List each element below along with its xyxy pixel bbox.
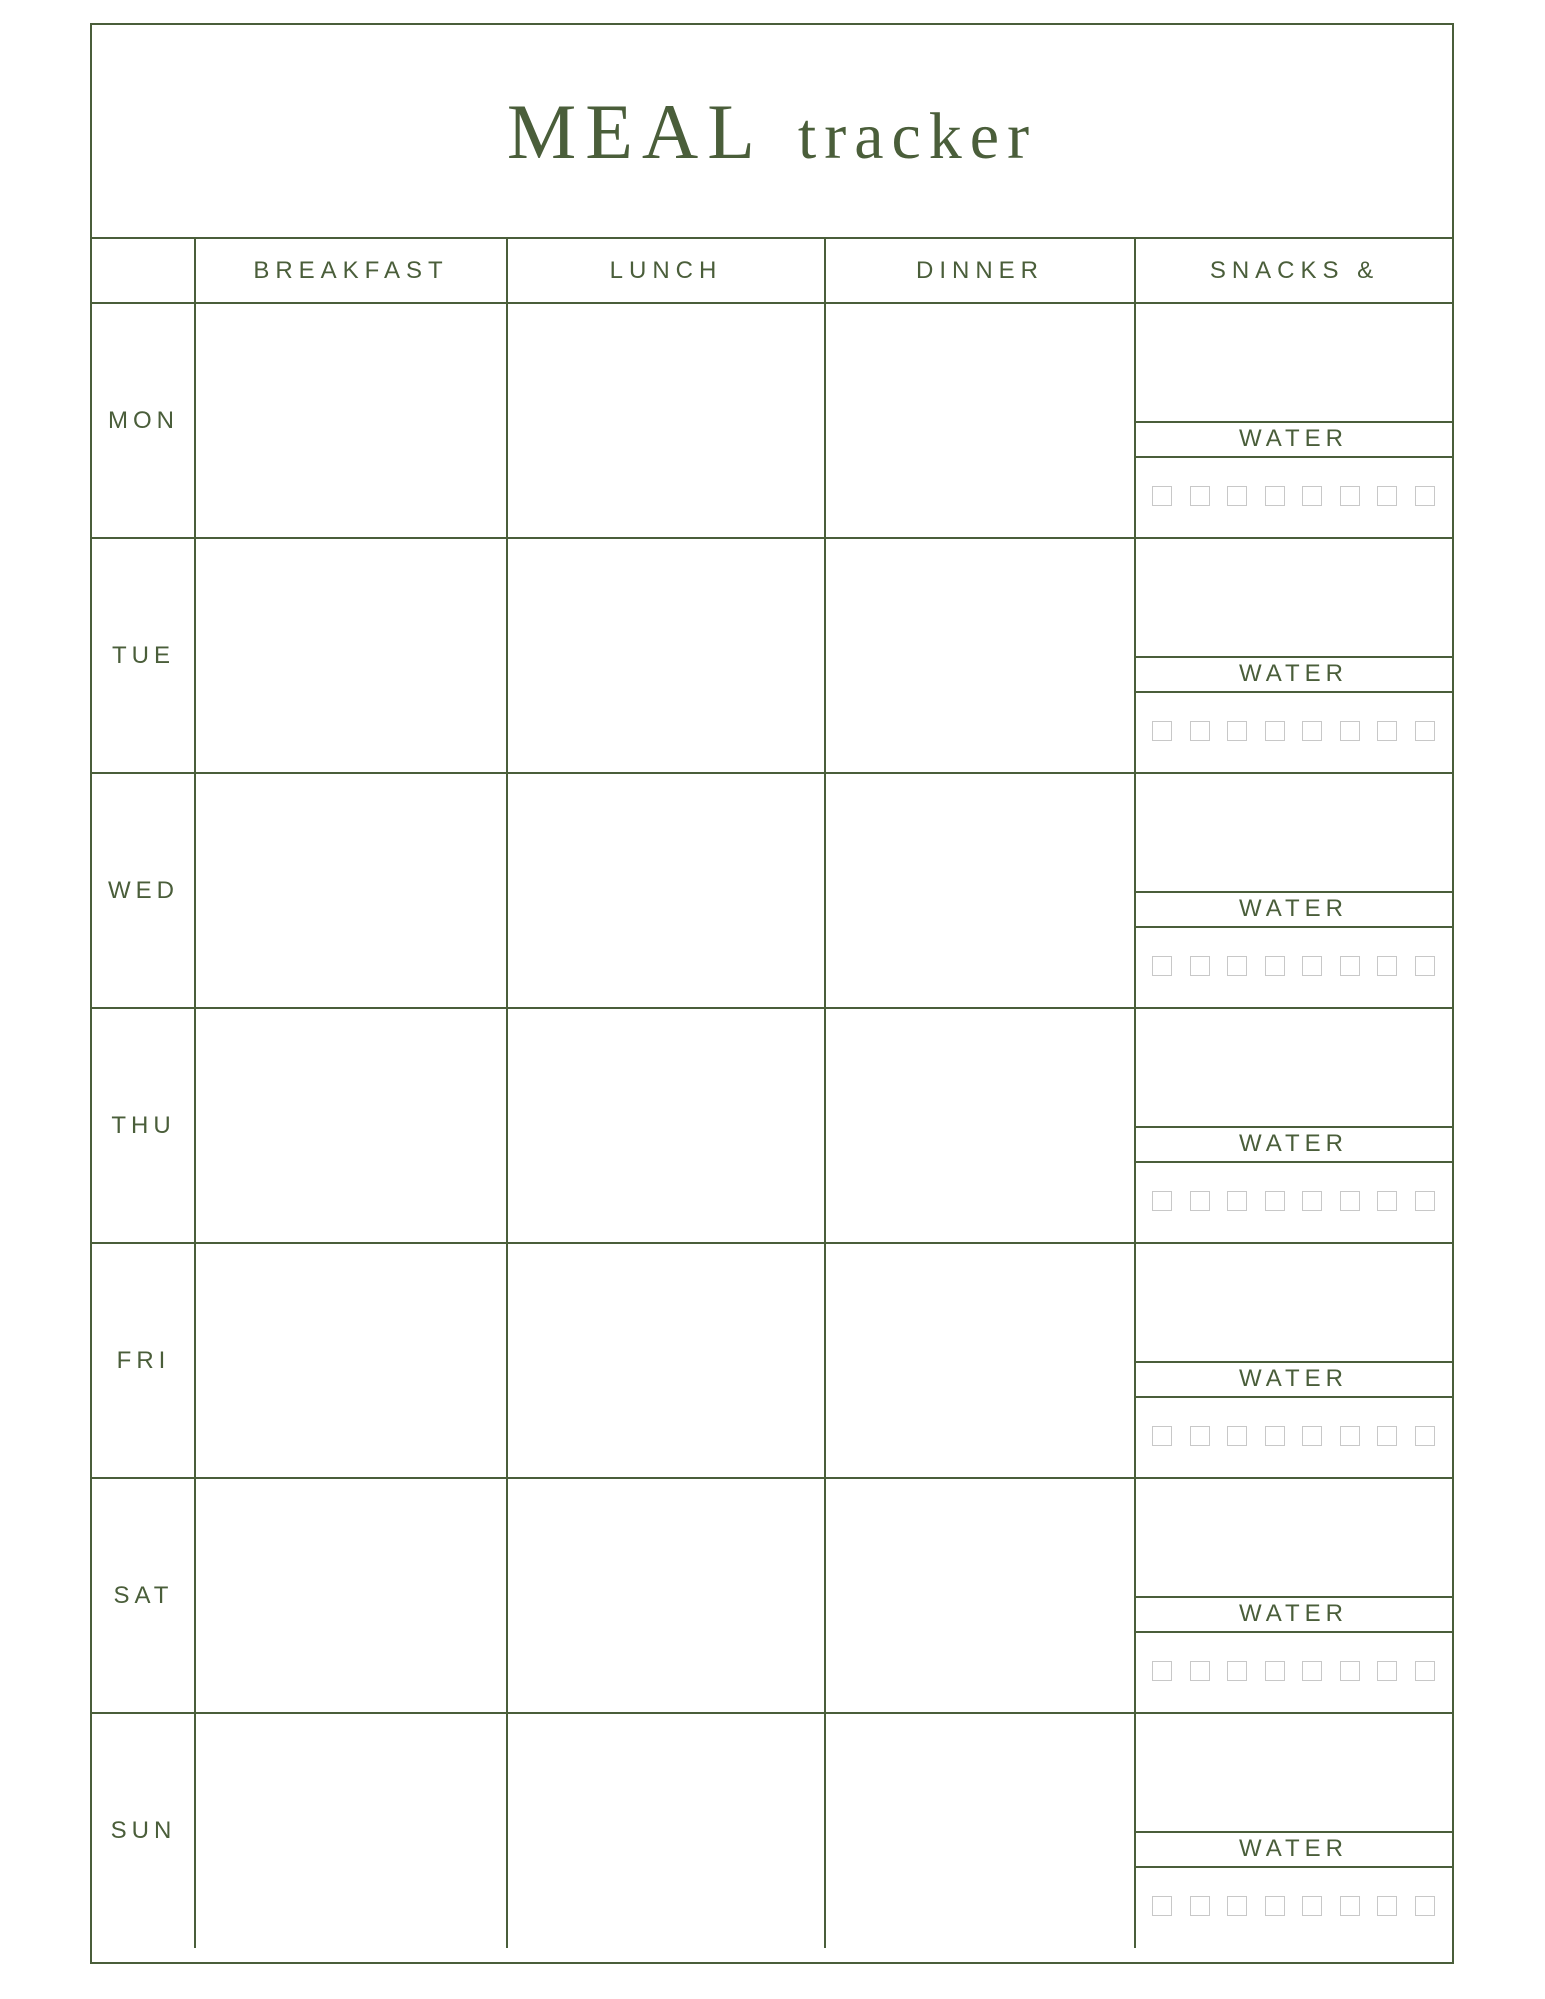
- water-divider-bottom: [1135, 1396, 1452, 1398]
- day-label-tue: TUE: [112, 641, 175, 669]
- tue-lunch-cell[interactable]: [507, 538, 825, 773]
- tue-snacks-cell[interactable]: [1135, 538, 1452, 656]
- meal-tracker-sheet: [90, 23, 1454, 1964]
- sat-water-label: WATER: [1239, 1600, 1348, 1627]
- water-divider-bottom: [1135, 1866, 1452, 1868]
- water-divider-bottom: [1135, 691, 1452, 693]
- water-glass-checkbox[interactable]: [1302, 1426, 1322, 1446]
- water-glass-checkbox[interactable]: [1377, 486, 1397, 506]
- day-label-sat: SAT: [113, 1581, 174, 1609]
- water-glass-checkbox[interactable]: [1190, 721, 1210, 741]
- thu-dinner-cell[interactable]: [825, 1008, 1135, 1243]
- water-glass-checkbox[interactable]: [1302, 1896, 1322, 1916]
- water-glass-checkbox[interactable]: [1152, 956, 1172, 976]
- wed-lunch-cell[interactable]: [507, 773, 825, 1008]
- water-glass-checkbox[interactable]: [1415, 1896, 1435, 1916]
- fri-breakfast-cell[interactable]: [195, 1243, 507, 1478]
- water-glass-checkbox[interactable]: [1340, 1191, 1360, 1211]
- water-glass-checkbox[interactable]: [1190, 1661, 1210, 1681]
- fri-dinner-cell[interactable]: [825, 1243, 1135, 1478]
- sat-lunch-cell[interactable]: [507, 1478, 825, 1713]
- water-glass-checkbox[interactable]: [1377, 721, 1397, 741]
- mon-lunch-cell[interactable]: [507, 303, 825, 538]
- sun-water-label: WATER: [1239, 1835, 1348, 1862]
- water-glass-checkbox[interactable]: [1340, 1896, 1360, 1916]
- sun-water-checkboxes: [1152, 1896, 1435, 1916]
- thu-snacks-cell[interactable]: [1135, 1008, 1452, 1126]
- water-glass-checkbox[interactable]: [1227, 1191, 1247, 1211]
- water-glass-checkbox[interactable]: [1340, 721, 1360, 741]
- mon-dinner-cell[interactable]: [825, 303, 1135, 538]
- water-glass-checkbox[interactable]: [1265, 1661, 1285, 1681]
- water-glass-checkbox[interactable]: [1340, 956, 1360, 976]
- wed-breakfast-cell[interactable]: [195, 773, 507, 1008]
- mon-water-label: WATER: [1239, 425, 1348, 452]
- water-glass-checkbox[interactable]: [1265, 956, 1285, 976]
- water-glass-checkbox[interactable]: [1152, 1661, 1172, 1681]
- water-glass-checkbox[interactable]: [1377, 1191, 1397, 1211]
- sat-dinner-cell[interactable]: [825, 1478, 1135, 1713]
- water-glass-checkbox[interactable]: [1377, 1661, 1397, 1681]
- water-glass-checkbox[interactable]: [1152, 721, 1172, 741]
- water-glass-checkbox[interactable]: [1152, 1896, 1172, 1916]
- water-glass-checkbox[interactable]: [1265, 1896, 1285, 1916]
- water-glass-checkbox[interactable]: [1190, 1426, 1210, 1446]
- water-glass-checkbox[interactable]: [1152, 1191, 1172, 1211]
- water-glass-checkbox[interactable]: [1190, 1191, 1210, 1211]
- water-glass-checkbox[interactable]: [1377, 1426, 1397, 1446]
- water-glass-checkbox[interactable]: [1152, 486, 1172, 506]
- water-divider-bottom: [1135, 926, 1452, 928]
- sun-dinner-cell[interactable]: [825, 1713, 1135, 1948]
- water-glass-checkbox[interactable]: [1377, 956, 1397, 976]
- water-glass-checkbox[interactable]: [1265, 486, 1285, 506]
- header-breakfast: BREAKFAST: [253, 257, 449, 284]
- wed-dinner-cell[interactable]: [825, 773, 1135, 1008]
- wed-water-label: WATER: [1239, 895, 1348, 922]
- water-glass-checkbox[interactable]: [1227, 486, 1247, 506]
- title-main: MEAL: [506, 88, 764, 175]
- water-divider-bottom: [1135, 456, 1452, 458]
- sat-water-checkboxes: [1152, 1661, 1435, 1681]
- day-label-sun: SUN: [110, 1816, 177, 1844]
- water-glass-checkbox[interactable]: [1302, 956, 1322, 976]
- thu-water-checkboxes: [1152, 1191, 1435, 1211]
- thu-lunch-cell[interactable]: [507, 1008, 825, 1243]
- water-glass-checkbox[interactable]: [1340, 1661, 1360, 1681]
- tue-breakfast-cell[interactable]: [195, 538, 507, 773]
- water-glass-checkbox[interactable]: [1190, 956, 1210, 976]
- day-label-wed: WED: [108, 876, 179, 904]
- sat-breakfast-cell[interactable]: [195, 1478, 507, 1713]
- water-glass-checkbox[interactable]: [1227, 1896, 1247, 1916]
- fri-lunch-cell[interactable]: [507, 1243, 825, 1478]
- title-box: [92, 25, 1452, 239]
- sun-lunch-cell[interactable]: [507, 1713, 825, 1948]
- sun-snacks-cell[interactable]: [1135, 1713, 1452, 1831]
- water-glass-checkbox[interactable]: [1302, 1191, 1322, 1211]
- water-glass-checkbox[interactable]: [1227, 721, 1247, 741]
- water-glass-checkbox[interactable]: [1302, 721, 1322, 741]
- fri-snacks-cell[interactable]: [1135, 1243, 1452, 1361]
- day-label-mon: MON: [108, 406, 179, 434]
- header-lunch: LUNCH: [609, 257, 723, 284]
- water-glass-checkbox[interactable]: [1302, 486, 1322, 506]
- water-glass-checkbox[interactable]: [1152, 1426, 1172, 1446]
- sat-snacks-cell[interactable]: [1135, 1478, 1452, 1596]
- water-glass-checkbox[interactable]: [1265, 1191, 1285, 1211]
- water-glass-checkbox[interactable]: [1415, 1191, 1435, 1211]
- water-glass-checkbox[interactable]: [1415, 1661, 1435, 1681]
- water-divider-bottom: [1135, 1161, 1452, 1163]
- water-glass-checkbox[interactable]: [1415, 486, 1435, 506]
- fri-water-checkboxes: [1152, 1426, 1435, 1446]
- wed-water-checkboxes: [1152, 956, 1435, 976]
- water-glass-checkbox[interactable]: [1377, 1896, 1397, 1916]
- water-glass-checkbox[interactable]: [1265, 721, 1285, 741]
- water-glass-checkbox[interactable]: [1415, 1426, 1435, 1446]
- water-glass-checkbox[interactable]: [1340, 1426, 1360, 1446]
- thu-water-label: WATER: [1239, 1130, 1348, 1157]
- water-glass-checkbox[interactable]: [1227, 1661, 1247, 1681]
- tue-water-checkboxes: [1152, 721, 1435, 741]
- mon-breakfast-cell[interactable]: [195, 303, 507, 538]
- day-label-thu: THU: [111, 1111, 176, 1139]
- sun-breakfast-cell[interactable]: [195, 1713, 507, 1948]
- thu-breakfast-cell[interactable]: [195, 1008, 507, 1243]
- water-glass-checkbox[interactable]: [1415, 721, 1435, 741]
- water-glass-checkbox[interactable]: [1302, 1661, 1322, 1681]
- fri-water-label: WATER: [1239, 1365, 1348, 1392]
- tue-water-label: WATER: [1239, 660, 1348, 687]
- water-glass-checkbox[interactable]: [1227, 1426, 1247, 1446]
- day-label-fri: FRI: [116, 1346, 171, 1374]
- header-dinner: DINNER: [915, 257, 1044, 284]
- tue-dinner-cell[interactable]: [825, 538, 1135, 773]
- page-title: [507, 87, 1037, 177]
- wed-snacks-cell[interactable]: [1135, 773, 1452, 891]
- water-glass-checkbox[interactable]: [1340, 486, 1360, 506]
- header-snacks: SNACKS &: [1209, 257, 1380, 284]
- title-sub: tracker: [797, 100, 1038, 173]
- water-glass-checkbox[interactable]: [1265, 1426, 1285, 1446]
- water-glass-checkbox[interactable]: [1190, 486, 1210, 506]
- water-divider-bottom: [1135, 1631, 1452, 1633]
- tracker-grid: [92, 239, 1452, 1964]
- mon-water-checkboxes: [1152, 486, 1435, 506]
- water-glass-checkbox[interactable]: [1190, 1896, 1210, 1916]
- mon-snacks-cell[interactable]: [1135, 303, 1452, 421]
- water-glass-checkbox[interactable]: [1415, 956, 1435, 976]
- water-glass-checkbox[interactable]: [1227, 956, 1247, 976]
